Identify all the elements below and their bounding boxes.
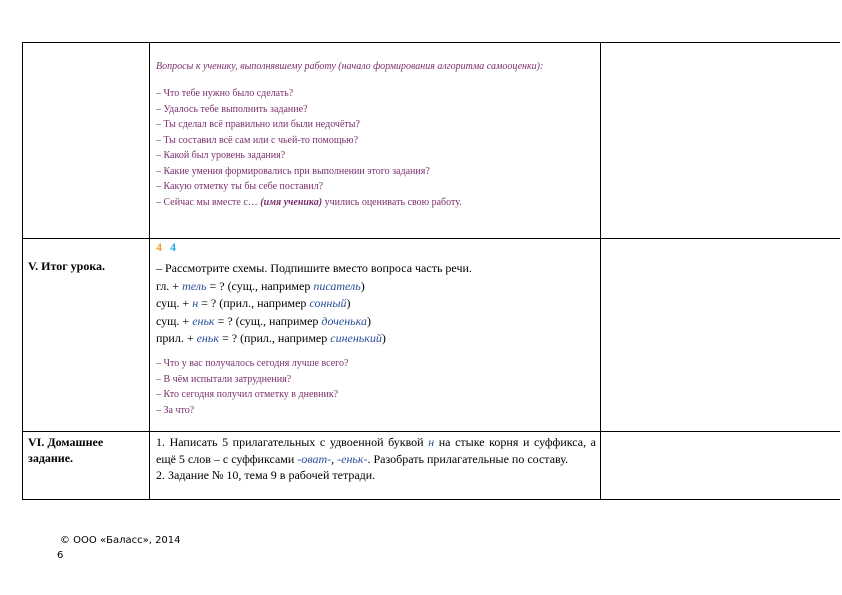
level-marker: 4	[170, 240, 176, 254]
level-marker: 4	[156, 240, 162, 254]
scheme-part: сущ. +	[156, 296, 193, 310]
homework-part: . Разобрать прилагательные по составу.	[367, 451, 569, 466]
scheme-part: )	[381, 331, 386, 345]
homework-letter: н	[428, 435, 435, 449]
homework-part: на стыке корня и суффикса, а ещё 5 слов – с суффиксами	[156, 435, 596, 466]
list-item: – Кто сегодня получил отметку в дневник?	[156, 389, 339, 400]
scheme-example: синенький	[330, 331, 382, 345]
stage-title	[28, 434, 103, 466]
question-emphasis: (имя ученика)	[260, 196, 323, 208]
scheme-suffix: еньк	[192, 313, 215, 328]
task-text: – Рассмотрите схемы. Подпишите вместо вопроса часть речи.	[156, 261, 472, 275]
list-item: – В чём испытали затруднения?	[156, 373, 292, 385]
scheme-part: гл. +	[156, 278, 183, 293]
scheme-line	[156, 278, 596, 296]
scheme-example: писатель	[313, 278, 361, 293]
homework-text	[156, 434, 596, 484]
scheme-part: )	[346, 296, 351, 310]
list-item	[156, 195, 596, 211]
scheme-suffix: еньк	[196, 331, 219, 345]
list-item: – Что у вас получалось сегодня лучше всего?	[156, 358, 349, 369]
scheme-part: = ? (прил., например	[198, 296, 310, 310]
scheme-part: сущ. +	[156, 313, 193, 328]
homework-suffix: -еньк-	[337, 451, 368, 466]
stage-title: V. Итог урока.	[28, 259, 106, 273]
list-item: – Ты составил всё сам или с чьей-то помощью?	[156, 134, 359, 146]
homework-item: 2. Задание № 10, тема 9 в рабочей тетради.	[156, 468, 376, 482]
scheme-line	[156, 295, 596, 313]
scheme-suffix: н	[192, 296, 199, 310]
scheme-part: )	[360, 278, 365, 293]
questions-intro: Вопросы к ученику, выполнявшему работу (начало формирования алгоритма самооценки):	[156, 61, 544, 72]
scheme-part: = ? (сущ., например	[214, 313, 322, 328]
scheme-example: сонный	[309, 296, 347, 310]
homework-part: 1. Написать 5 прилагательных с удвоенной буквой	[156, 435, 429, 449]
list-item: – Какой был уровень задания?	[156, 150, 286, 161]
list-item: – Какие умения формировались при выполнении этого задания?	[156, 165, 430, 177]
list-item: – Что тебе нужно было сделать?	[156, 88, 294, 99]
scheme-line	[156, 313, 596, 331]
page-number: 6	[57, 550, 64, 561]
scheme-suffix: тель	[182, 278, 207, 293]
list-item: – За что?	[156, 404, 195, 416]
scheme-part: )	[366, 313, 371, 328]
list-item: – Удалось тебе выполнить задание?	[156, 103, 308, 115]
table-border-top	[22, 42, 840, 43]
scheme-part: = ? (прил., например	[218, 331, 331, 345]
scheme-part: прил. +	[156, 331, 197, 345]
question-prefix: – Сейчас мы вместе с…	[156, 196, 261, 208]
copyright: © ООО «Баласс», 2014	[60, 535, 181, 546]
homework-part: ,	[331, 451, 338, 466]
page-footer	[57, 533, 181, 563]
questions-list	[156, 86, 596, 210]
stage-title-line: VI. Домашнее	[28, 435, 104, 449]
scheme-part: = ? (сущ., например	[206, 278, 314, 293]
list-item: – Какую отметку ты бы себе поставил?	[156, 181, 324, 192]
scheme-example: доченька	[321, 313, 367, 328]
stage-title-line: задание.	[28, 451, 74, 465]
scheme-line	[156, 330, 596, 348]
table-border-bottom	[22, 499, 840, 500]
reflection-list	[156, 356, 596, 418]
homework-suffix: -оват-	[297, 451, 332, 466]
question-suffix: учились оценивать свою работу.	[322, 196, 462, 208]
homework-item	[156, 435, 596, 466]
table-row-divider	[22, 238, 840, 239]
scheme-block	[156, 260, 596, 348]
list-item: – Ты сделал всё правильно или были недочёты?	[156, 119, 360, 130]
table-row-divider	[22, 431, 840, 432]
